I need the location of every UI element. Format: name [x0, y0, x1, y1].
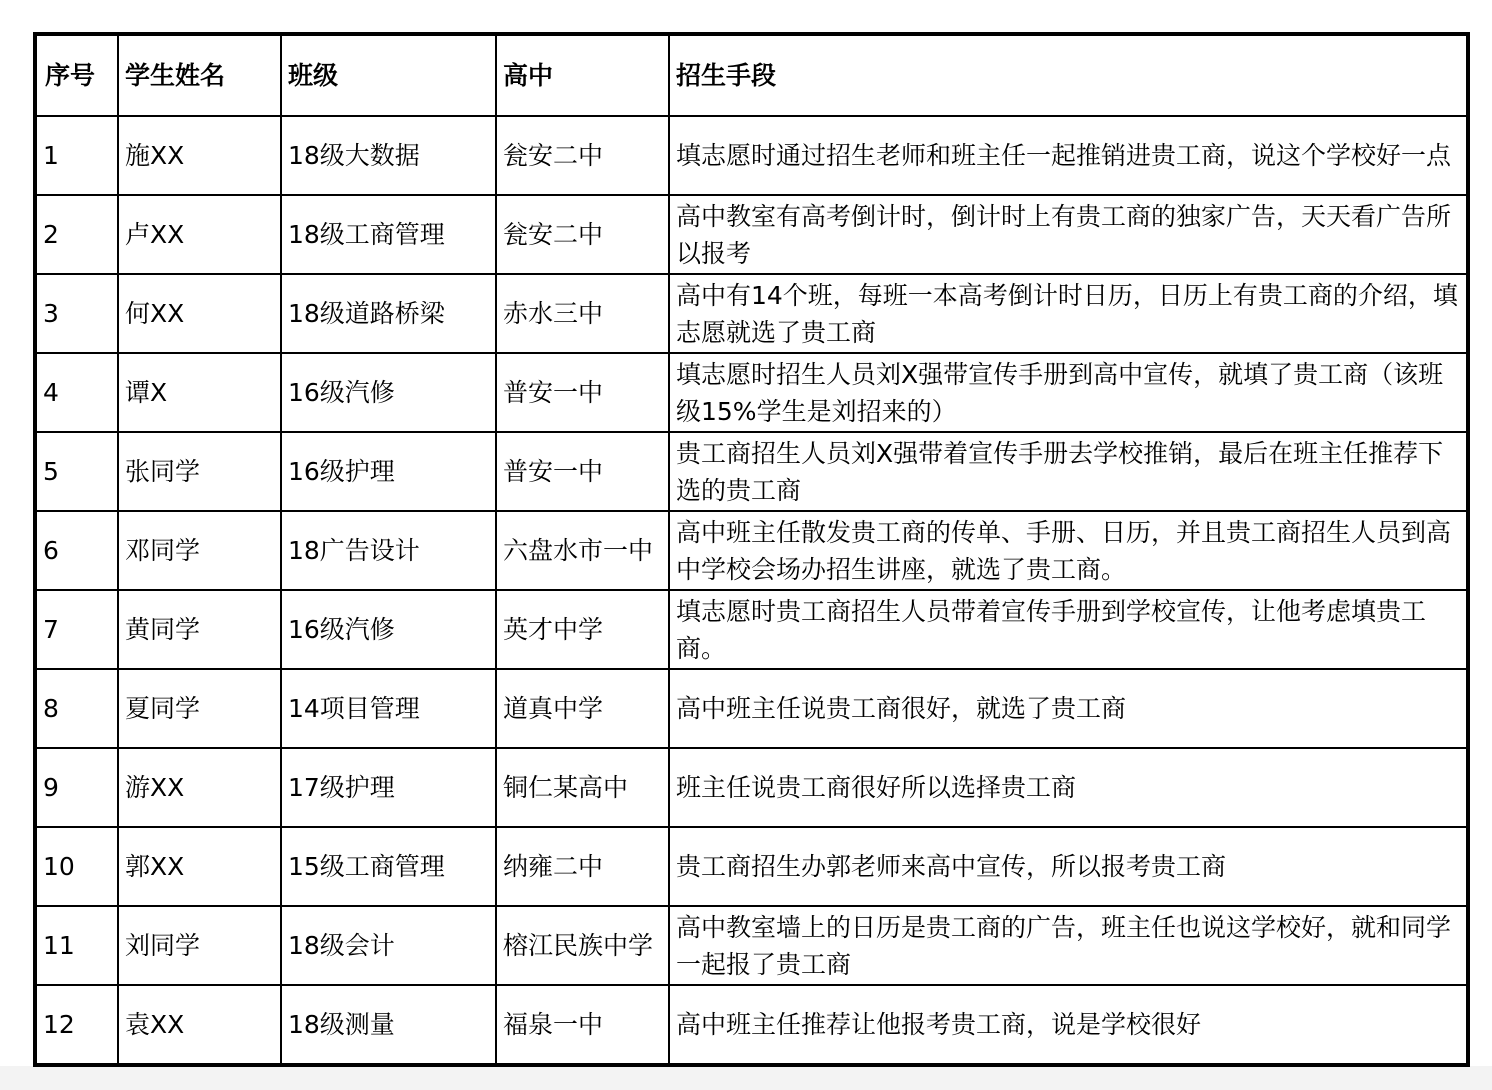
cell-name: 夏同学	[118, 669, 281, 748]
cell-name: 何XX	[118, 274, 281, 353]
cell-method: 贵工商招生人员刘X强带着宣传手册去学校推销，最后在班主任推荐下选的贵工商	[669, 432, 1468, 511]
cell-high-school: 纳雍二中	[496, 827, 669, 906]
header-method: 招生手段	[669, 34, 1468, 116]
cell-high-school: 赤水三中	[496, 274, 669, 353]
cell-no: 7	[35, 590, 118, 669]
cell-name: 邓同学	[118, 511, 281, 590]
cell-method: 高中教室有高考倒计时，倒计时上有贵工商的独家广告，天天看广告所以报考	[669, 195, 1468, 274]
table-row	[35, 511, 1468, 590]
table-row	[35, 432, 1468, 511]
cell-method: 填志愿时通过招生老师和班主任一起推销进贵工商，说这个学校好一点	[669, 116, 1468, 195]
cell-class: 14项目管理	[281, 669, 496, 748]
cell-class: 18级道路桥梁	[281, 274, 496, 353]
cell-method: 高中教室墙上的日历是贵工商的广告，班主任也说这学校好，就和同学一起报了贵工商	[669, 906, 1468, 985]
header-high-school: 高中	[496, 34, 669, 116]
cell-name: 施XX	[118, 116, 281, 195]
cell-class: 18广告设计	[281, 511, 496, 590]
cell-no: 5	[35, 432, 118, 511]
table-row	[35, 985, 1468, 1065]
header-row	[35, 34, 1468, 116]
cell-high-school: 瓮安二中	[496, 195, 669, 274]
cell-no: 10	[35, 827, 118, 906]
cell-class: 18级测量	[281, 985, 496, 1065]
cell-high-school: 六盘水市一中	[496, 511, 669, 590]
cell-method: 高中班主任散发贵工商的传单、手册、日历，并且贵工商招生人员到高中学校会场办招生讲座，就选了贵工商。	[669, 511, 1468, 590]
cell-method: 填志愿时贵工商招生人员带着宣传手册到学校宣传，让他考虑填贵工商。	[669, 590, 1468, 669]
student-table	[33, 32, 1470, 1067]
cell-class: 18级工商管理	[281, 195, 496, 274]
cell-method: 高中班主任说贵工商很好，就选了贵工商	[669, 669, 1468, 748]
header-name: 学生姓名	[118, 34, 281, 116]
cell-high-school: 铜仁某高中	[496, 748, 669, 827]
cell-high-school: 英才中学	[496, 590, 669, 669]
table-row	[35, 590, 1468, 669]
cell-name: 谭X	[118, 353, 281, 432]
cell-name: 郭XX	[118, 827, 281, 906]
header-no: 序号	[35, 34, 118, 116]
cell-no: 12	[35, 985, 118, 1065]
table-row	[35, 353, 1468, 432]
cell-name: 刘同学	[118, 906, 281, 985]
cell-name: 黄同学	[118, 590, 281, 669]
cell-name: 卢XX	[118, 195, 281, 274]
cell-class: 16级汽修	[281, 590, 496, 669]
table-row	[35, 827, 1468, 906]
cell-name: 张同学	[118, 432, 281, 511]
table-row	[35, 195, 1468, 274]
cell-no: 2	[35, 195, 118, 274]
cell-name: 游XX	[118, 748, 281, 827]
cell-no: 3	[35, 274, 118, 353]
table-row	[35, 116, 1468, 195]
table-row	[35, 748, 1468, 827]
cell-no: 9	[35, 748, 118, 827]
table-row	[35, 274, 1468, 353]
cell-no: 8	[35, 669, 118, 748]
cell-high-school: 普安一中	[496, 353, 669, 432]
cell-method: 填志愿时招生人员刘X强带宣传手册到高中宣传，就填了贵工商（该班级15%学生是刘招来的）	[669, 353, 1468, 432]
cell-method: 高中有14个班，每班一本高考倒计时日历，日历上有贵工商的介绍，填志愿就选了贵工商	[669, 274, 1468, 353]
cell-no: 11	[35, 906, 118, 985]
cell-no: 1	[35, 116, 118, 195]
cell-class: 16级汽修	[281, 353, 496, 432]
cell-class: 17级护理	[281, 748, 496, 827]
cell-no: 6	[35, 511, 118, 590]
cell-class: 16级护理	[281, 432, 496, 511]
cell-high-school: 道真中学	[496, 669, 669, 748]
cell-name: 袁XX	[118, 985, 281, 1065]
cell-high-school: 普安一中	[496, 432, 669, 511]
table-row	[35, 669, 1468, 748]
cell-class: 18级大数据	[281, 116, 496, 195]
header-class: 班级	[281, 34, 496, 116]
cell-class: 18级会计	[281, 906, 496, 985]
cell-class: 15级工商管理	[281, 827, 496, 906]
table-row	[35, 906, 1468, 985]
cell-high-school: 瓮安二中	[496, 116, 669, 195]
cell-high-school: 榕江民族中学	[496, 906, 669, 985]
page-bottom-strip	[0, 1066, 1492, 1090]
cell-method: 高中班主任推荐让他报考贵工商，说是学校很好	[669, 985, 1468, 1065]
cell-no: 4	[35, 353, 118, 432]
cell-high-school: 福泉一中	[496, 985, 669, 1065]
cell-method: 班主任说贵工商很好所以选择贵工商	[669, 748, 1468, 827]
cell-method: 贵工商招生办郭老师来高中宣传，所以报考贵工商	[669, 827, 1468, 906]
